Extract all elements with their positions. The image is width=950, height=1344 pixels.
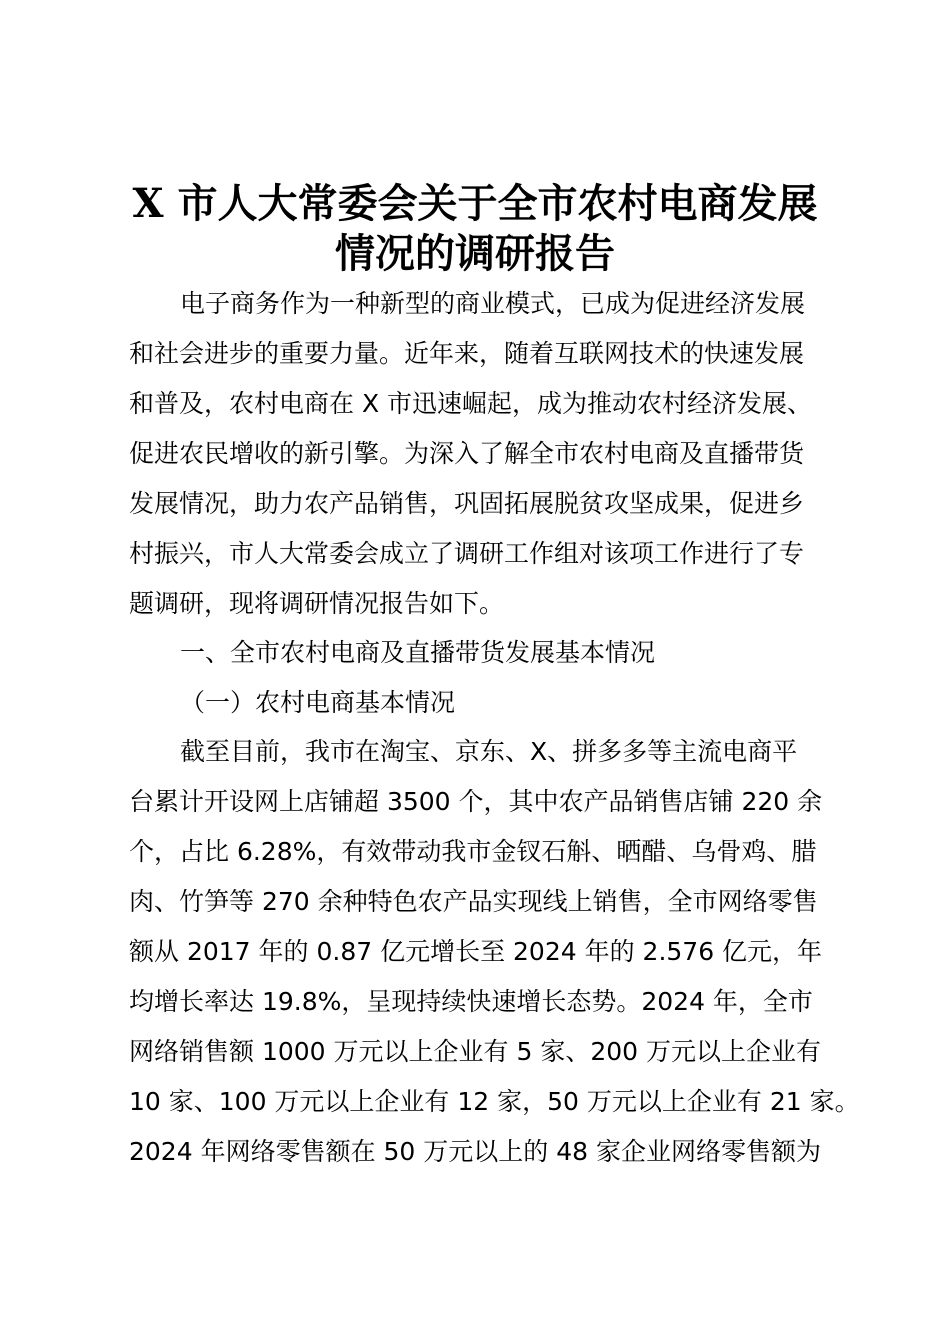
body-paragraph-line: 台累计开设网上店铺超 3500 个，其中农产品销售店铺 220 余 xyxy=(129,787,823,816)
intro-paragraph-line: 和普及，农村电商在 X 市迅速崛起，成为推动农村经济发展、 xyxy=(129,389,813,418)
intro-paragraph-line: 电子商务作为一种新型的商业模式，已成为促进经济发展 xyxy=(180,289,806,318)
section-heading-2: （一）农村电商基本情况 xyxy=(180,688,456,717)
body-paragraph-line: 2024 年网络零售额在 50 万元以上的 48 家企业网络零售额为 xyxy=(129,1137,821,1166)
body-paragraph-line: 肉、竹笋等 270 余种特色农产品实现线上销售，全市网络零售 xyxy=(129,887,818,916)
body-paragraph-line: 个，占比 6.28%，有效带动我市金钗石斛、晒醋、乌骨鸡、腊 xyxy=(129,837,817,866)
body-paragraph-line: 均增长率达 19.8%，呈现持续快速增长态势。2024 年，全市 xyxy=(129,987,813,1016)
body-paragraph-line: 截至目前，我市在淘宝、京东、X、拼多多等主流电商平 xyxy=(180,737,798,766)
intro-paragraph-line: 和社会进步的重要力量。近年来，随着互联网技术的快速发展 xyxy=(129,339,805,368)
intro-paragraph-line: 发展情况，助力农产品销售，巩固拓展脱贫攻坚成果，促进乡 xyxy=(129,489,805,518)
intro-paragraph-line: 促进农民增收的新引擎。为深入了解全市农村电商及直播带货 xyxy=(129,439,805,468)
section-heading-1: 一、全市农村电商及直播带货发展基本情况 xyxy=(180,638,656,667)
intro-paragraph-line: 题调研，现将调研情况报告如下。 xyxy=(129,589,505,618)
body-paragraph-line: 额从 2017 年的 0.87 亿元增长至 2024 年的 2.576 亿元，年 xyxy=(129,937,823,966)
report-title-line-2: 情况的调研报告 xyxy=(335,230,615,277)
body-paragraph-line: 10 家、100 万元以上企业有 12 家，50 万元以上企业有 21 家。 xyxy=(129,1087,860,1116)
intro-paragraph-line: 村振兴，市人大常委会成立了调研工作组对该项工作进行了专 xyxy=(129,539,805,568)
report-title-line-1: X 市人大常委会关于全市农村电商发展 xyxy=(132,180,818,227)
body-paragraph-line: 网络销售额 1000 万元以上企业有 5 家、200 万元以上企业有 xyxy=(129,1037,821,1066)
